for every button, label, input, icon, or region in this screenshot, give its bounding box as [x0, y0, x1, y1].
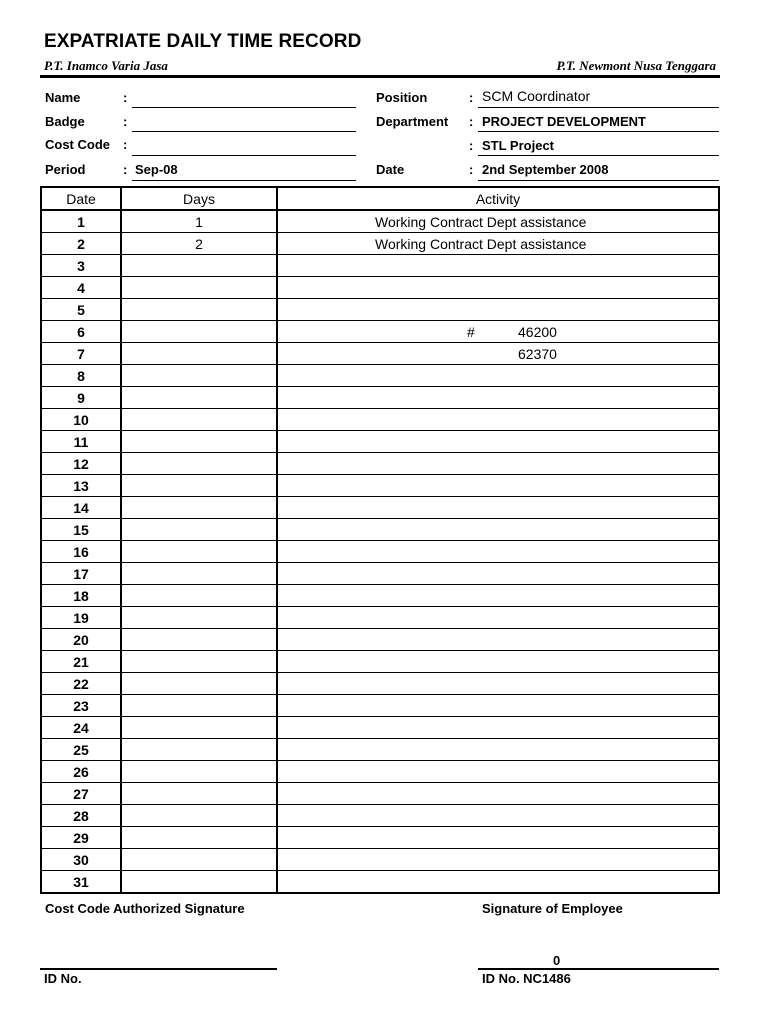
row-activity[interactable]: [277, 343, 719, 365]
row-activity[interactable]: [277, 563, 719, 585]
row-date: 28: [41, 805, 121, 827]
row-days[interactable]: [121, 365, 277, 387]
cost-code-label: Cost Code: [45, 137, 110, 152]
table-row: [41, 871, 719, 894]
row-date: 7: [41, 343, 121, 365]
period-value[interactable]: Sep-08: [135, 162, 178, 177]
id-right: ID No. NC1486: [482, 971, 571, 986]
cost-code-colon: :: [123, 137, 128, 152]
header-days: Days: [121, 187, 277, 210]
row-activity[interactable]: [277, 519, 719, 541]
date-value[interactable]: 2nd September 2008: [482, 162, 609, 177]
row-date: 30: [41, 849, 121, 871]
table-header-row: [41, 187, 719, 210]
row-date: 8: [41, 365, 121, 387]
row-activity[interactable]: [277, 827, 719, 849]
activity-number: 62370: [518, 346, 557, 362]
row-days[interactable]: [121, 255, 277, 277]
period-colon: :: [123, 162, 128, 177]
header-rule: [40, 75, 720, 78]
name-colon: :: [123, 90, 128, 105]
table-row: [41, 585, 719, 607]
row-days[interactable]: [121, 651, 277, 673]
row-activity[interactable]: [277, 717, 719, 739]
row-activity[interactable]: [277, 761, 719, 783]
row-date: 21: [41, 651, 121, 673]
table-row: [41, 541, 719, 563]
page-title: EXPATRIATE DAILY TIME RECORD: [44, 31, 362, 52]
row-days[interactable]: [121, 343, 277, 365]
row-activity[interactable]: [277, 541, 719, 563]
project-underline: [478, 155, 719, 156]
table-row: [41, 409, 719, 431]
project-colon: :: [469, 138, 474, 153]
row-date: 20: [41, 629, 121, 651]
row-activity[interactable]: [277, 651, 719, 673]
row-date: 22: [41, 673, 121, 695]
table-row: [41, 453, 719, 475]
badge-colon: :: [123, 114, 128, 129]
position-label: Position: [376, 90, 428, 105]
row-days[interactable]: [121, 805, 277, 827]
row-days[interactable]: [121, 299, 277, 321]
badge-label: Badge: [45, 114, 85, 129]
table-row: [41, 607, 719, 629]
table-row: [41, 695, 719, 717]
project-value[interactable]: STL Project: [482, 138, 555, 153]
table-row: [41, 717, 719, 739]
table-row: [41, 387, 719, 409]
row-activity[interactable]: [277, 255, 719, 277]
row-days[interactable]: [121, 717, 277, 739]
table-row: [41, 299, 719, 321]
row-activity[interactable]: [277, 321, 719, 343]
row-activity[interactable]: [277, 277, 719, 299]
table-row: [41, 277, 719, 299]
row-activity[interactable]: [277, 805, 719, 827]
row-activity[interactable]: [277, 365, 719, 387]
row-days[interactable]: [121, 431, 277, 453]
department-value[interactable]: PROJECT DEVELOPMENT: [482, 114, 646, 129]
row-days[interactable]: [121, 475, 277, 497]
period-underline: [132, 180, 356, 181]
row-date: 16: [41, 541, 121, 563]
row-activity[interactable]: [277, 849, 719, 871]
table-row: [41, 739, 719, 761]
row-date: 5: [41, 299, 121, 321]
table-row: [41, 343, 719, 365]
name-label: Name: [45, 90, 81, 105]
row-date: 27: [41, 783, 121, 805]
row-date: 18: [41, 585, 121, 607]
table-row: [41, 519, 719, 541]
table-row: [41, 849, 719, 871]
table-row: [41, 255, 719, 277]
employee-signature-line: [478, 968, 719, 970]
row-days[interactable]: 1: [121, 210, 277, 233]
department-colon: :: [469, 114, 474, 129]
period-label: Period: [45, 162, 86, 177]
row-activity[interactable]: [277, 607, 719, 629]
activity-text: Working Contract Dept assistance: [375, 214, 587, 230]
row-days[interactable]: [121, 739, 277, 761]
cost-code-underline: [132, 155, 356, 156]
row-date: 2: [41, 233, 121, 255]
row-days[interactable]: 2: [121, 233, 277, 255]
row-days[interactable]: [121, 849, 277, 871]
row-days[interactable]: [121, 607, 277, 629]
row-days[interactable]: [121, 497, 277, 519]
table-row: [41, 497, 719, 519]
row-activity[interactable]: [277, 210, 719, 233]
row-date: 25: [41, 739, 121, 761]
row-date: 12: [41, 453, 121, 475]
row-activity[interactable]: [277, 871, 719, 894]
table-row: [41, 805, 719, 827]
activity-hash: #: [467, 324, 475, 340]
header-activity: Activity: [277, 187, 719, 210]
row-days[interactable]: [121, 541, 277, 563]
row-activity[interactable]: [277, 409, 719, 431]
row-activity[interactable]: [277, 629, 719, 651]
row-days[interactable]: [121, 519, 277, 541]
row-date: 23: [41, 695, 121, 717]
row-days[interactable]: [121, 277, 277, 299]
row-activity[interactable]: [277, 739, 719, 761]
employee-signature-value: 0: [553, 953, 561, 968]
row-date: 29: [41, 827, 121, 849]
table-row: [41, 233, 719, 255]
row-days[interactable]: [121, 673, 277, 695]
row-date: 14: [41, 497, 121, 519]
position-colon: :: [469, 90, 474, 105]
row-date: 13: [41, 475, 121, 497]
table-row: [41, 210, 719, 233]
table-row: [41, 365, 719, 387]
row-activity[interactable]: [277, 673, 719, 695]
row-days[interactable]: [121, 761, 277, 783]
row-activity[interactable]: [277, 233, 719, 255]
date-underline: [478, 180, 719, 181]
row-days[interactable]: [121, 563, 277, 585]
department-label: Department: [376, 114, 449, 129]
table-row: [41, 563, 719, 585]
activity-number: 46200: [518, 324, 557, 340]
position-value[interactable]: SCM Coordinator: [482, 88, 591, 104]
badge-underline: [132, 131, 356, 132]
row-activity[interactable]: [277, 585, 719, 607]
table-row: [41, 629, 719, 651]
row-date: 6: [41, 321, 121, 343]
row-days[interactable]: [121, 409, 277, 431]
row-days[interactable]: [121, 321, 277, 343]
authorized-signature-line: [40, 968, 277, 970]
row-date: 26: [41, 761, 121, 783]
row-activity[interactable]: [277, 299, 719, 321]
time-record-table: [40, 186, 720, 894]
row-date: 4: [41, 277, 121, 299]
row-date: 19: [41, 607, 121, 629]
row-date: 3: [41, 255, 121, 277]
row-days[interactable]: [121, 783, 277, 805]
table-row: [41, 431, 719, 453]
row-days[interactable]: [121, 871, 277, 894]
row-activity[interactable]: [277, 695, 719, 717]
table-row: [41, 673, 719, 695]
table-row: [41, 827, 719, 849]
id-left: ID No.: [44, 971, 82, 986]
date-label: Date: [376, 162, 405, 177]
row-activity[interactable]: [277, 497, 719, 519]
row-date: 15: [41, 519, 121, 541]
department-underline: [478, 131, 719, 132]
row-date: 24: [41, 717, 121, 739]
authorized-signature-label: Cost Code Authorized Signature: [45, 901, 245, 916]
row-days[interactable]: [121, 453, 277, 475]
date-colon: :: [469, 162, 474, 177]
row-date: 10: [41, 409, 121, 431]
row-date: 31: [41, 871, 121, 894]
row-days[interactable]: [121, 827, 277, 849]
table-row: [41, 651, 719, 673]
table-row: [41, 475, 719, 497]
employee-signature-label: Signature of Employee: [482, 901, 623, 916]
name-underline: [132, 107, 356, 108]
table-row: [41, 783, 719, 805]
table-row: [41, 321, 719, 343]
row-days[interactable]: [121, 387, 277, 409]
company-right: P.T. Newmont Nusa Tenggara: [556, 58, 716, 73]
row-activity[interactable]: [277, 453, 719, 475]
row-activity[interactable]: [277, 431, 719, 453]
company-left: P.T. Inamco Varia Jasa: [44, 58, 168, 73]
header-date: Date: [41, 187, 121, 210]
position-underline: [478, 107, 719, 108]
row-date: 1: [41, 210, 121, 233]
row-date: 9: [41, 387, 121, 409]
table-row: [41, 761, 719, 783]
row-activity[interactable]: [277, 475, 719, 497]
row-activity[interactable]: [277, 783, 719, 805]
row-days[interactable]: [121, 585, 277, 607]
row-date: 17: [41, 563, 121, 585]
row-days[interactable]: [121, 629, 277, 651]
row-days[interactable]: [121, 695, 277, 717]
activity-text: Working Contract Dept assistance: [375, 236, 587, 252]
row-activity[interactable]: [277, 387, 719, 409]
row-date: 11: [41, 431, 121, 453]
